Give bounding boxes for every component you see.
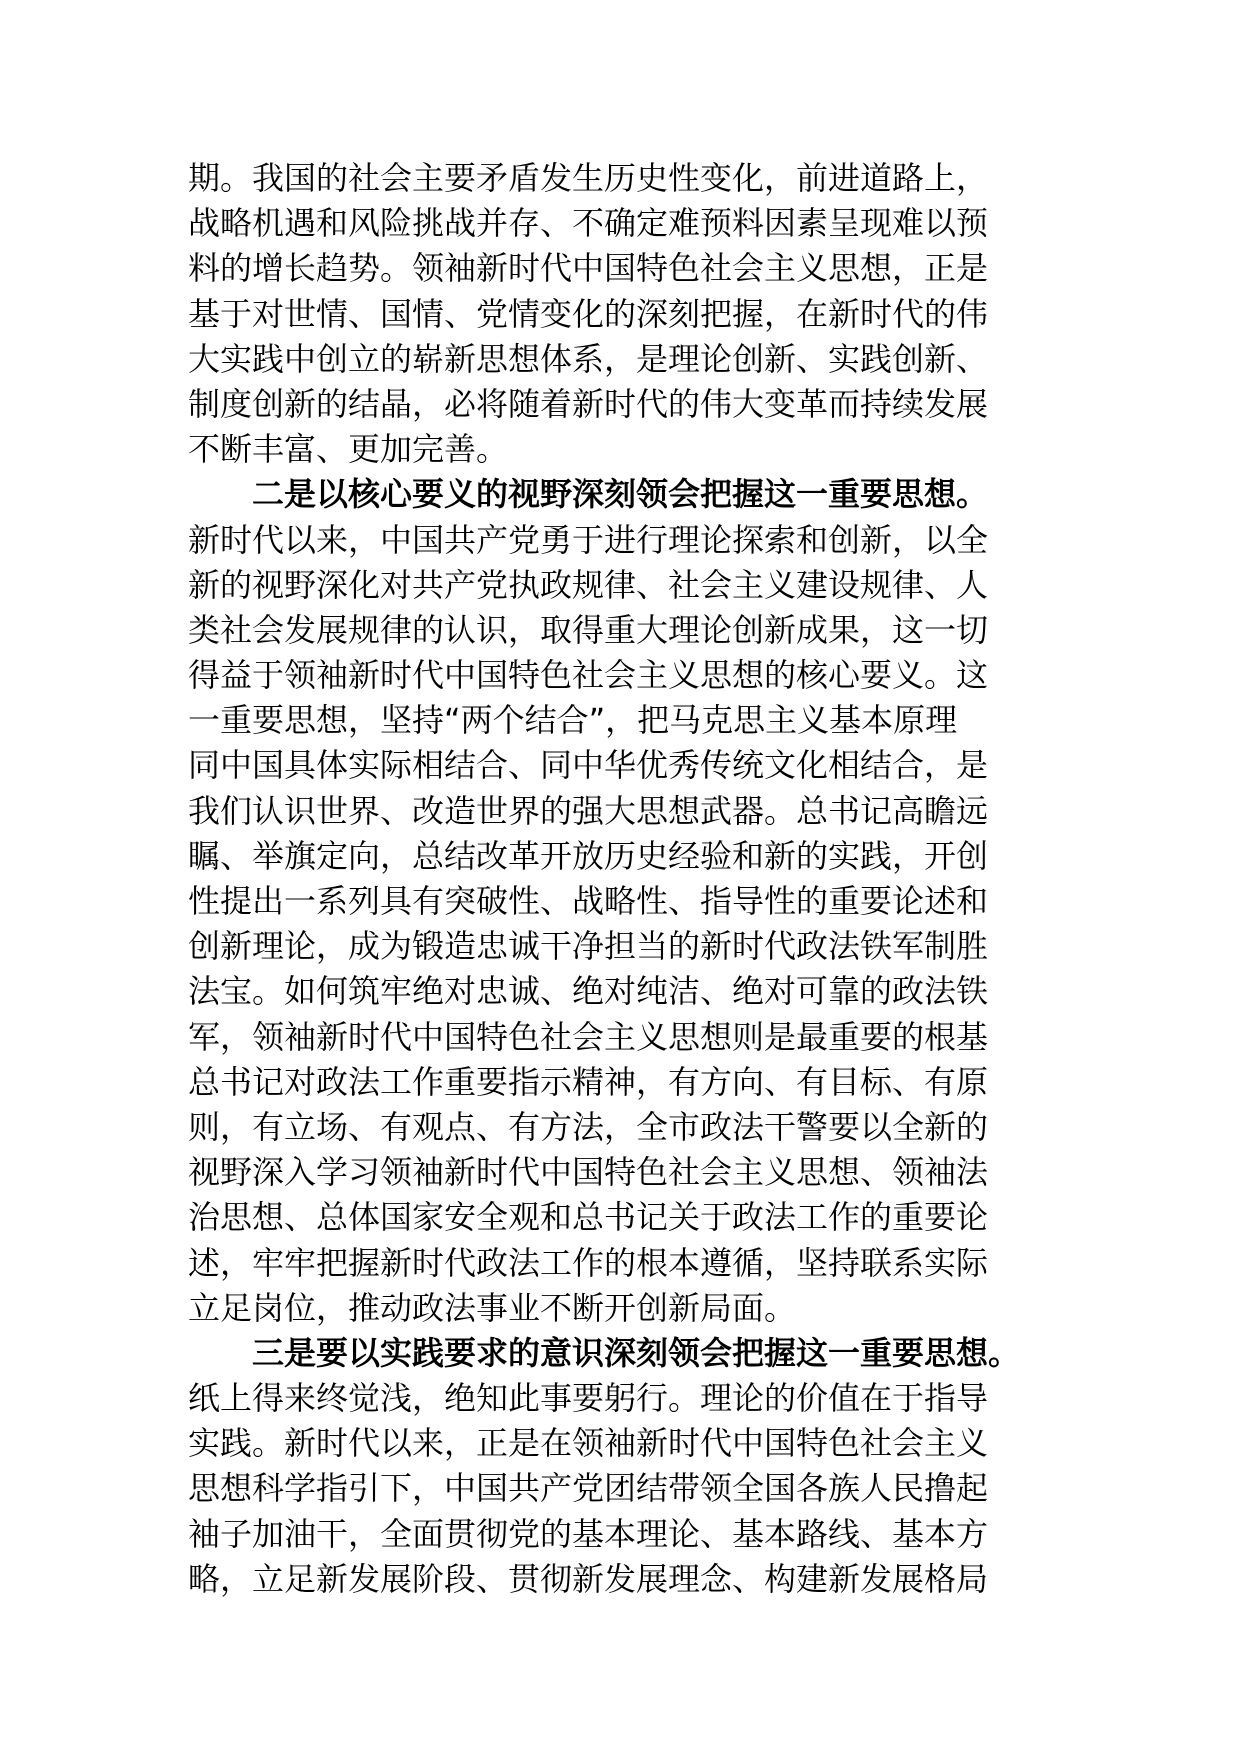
paragraph-line: 性提出一系列具有突破性、战略性、指导性的重要论述和: [188, 882, 989, 920]
paragraph-line: 述，牢牢把握新时代政法工作的根本遵循，坚持联系实际: [188, 1243, 989, 1282]
paragraph-line: 思想科学指引下，中国共产党团结带领全国各族人民撸起: [188, 1469, 989, 1508]
paragraph-line: 一重要思想，坚持“两个结合”，把马克思主义基本原理: [188, 701, 958, 740]
paragraph-line: 军，领袖新时代中国特色社会主义思想则是最重要的根基: [188, 1017, 989, 1056]
paragraph-line: 袖子加油干，全面贯彻党的基本理论、基本路线、基本方: [188, 1514, 989, 1553]
paragraph-line: 治思想、总体国家安全观和总书记关于政法工作的重要论: [188, 1198, 989, 1237]
paragraph-line: 略，立足新发展阶段、贯彻新发展理念、构建新发展格局: [188, 1559, 989, 1598]
paragraph-line: 期。我国的社会主要矛盾发生历史性变化，前进道路上，: [188, 159, 989, 197]
body-text: [188, 156, 1068, 1602]
paragraph-line: 我们认识世界、改造世界的强大思想武器。总书记高瞻远: [188, 791, 989, 830]
paragraph-line: 瞩、举旗定向，总结改革开放历史经验和新的实践，开创: [188, 836, 989, 875]
paragraph-line: 则，有立场、有观点、有方法，全市政法干警要以全新的: [188, 1107, 989, 1146]
paragraph-line: 新的视野深化对共产党执政规律、社会主义建设规律、人: [188, 565, 989, 604]
paragraph-line: 实践。新时代以来，正是在领袖新时代中国特色社会主义: [188, 1424, 989, 1463]
paragraph-line: 大实践中创立的崭新思想体系，是理论创新、实践创新、: [188, 339, 989, 378]
paragraph-line: 不断丰富、更加完善。: [188, 430, 509, 469]
paragraph-line: 同中国具体实际相结合、同中华优秀传统文化相结合，是: [188, 746, 989, 785]
paragraph-line: 新时代以来，中国共产党勇于进行理论探索和创新，以全: [188, 520, 989, 559]
paragraph-line: 战略机遇和风险挑战并存、不确定难预料因素呈现难以预: [188, 204, 989, 243]
paragraph-line: 纸上得来终觉浅，绝知此事要躬行。理论的价值在于指导: [188, 1379, 989, 1418]
section-heading: 三是要以实践要求的意识深刻领会把握这一重要思想。: [252, 1333, 1021, 1372]
paragraph-line: 料的增长趋势。领袖新时代中国特色社会主义思想，正是: [188, 249, 989, 288]
paragraph-line: 制度创新的结晶，必将随着新时代的伟大变革而持续发展: [188, 384, 989, 423]
paragraph-line: 类社会发展规律的认识，取得重大理论创新成果，这一切: [188, 610, 989, 649]
paragraph-line: 得益于领袖新时代中国特色社会主义思想的核心要义。这: [188, 656, 989, 695]
paragraph-line: 创新理论，成为锻造忠诚干净担当的新时代政法铁军制胜: [188, 927, 989, 966]
paragraph-line: 法宝。如何筑牢绝对忠诚、绝对纯洁、绝对可靠的政法铁: [188, 972, 989, 1011]
paragraph-line: 视野深入学习领袖新时代中国特色社会主义思想、领袖法: [188, 1153, 989, 1192]
paragraph-line: 基于对世情、国情、党情变化的深刻把握，在新时代的伟: [188, 294, 989, 333]
section-heading: 二是以核心要义的视野深刻领会把握这一重要思想。: [252, 475, 989, 514]
paragraph-line: 立足岗位，推动政法事业不断开创新局面。: [188, 1288, 797, 1327]
paragraph-line: 总书记对政法工作重要指示精神，有方向、有目标、有原: [188, 1062, 989, 1101]
